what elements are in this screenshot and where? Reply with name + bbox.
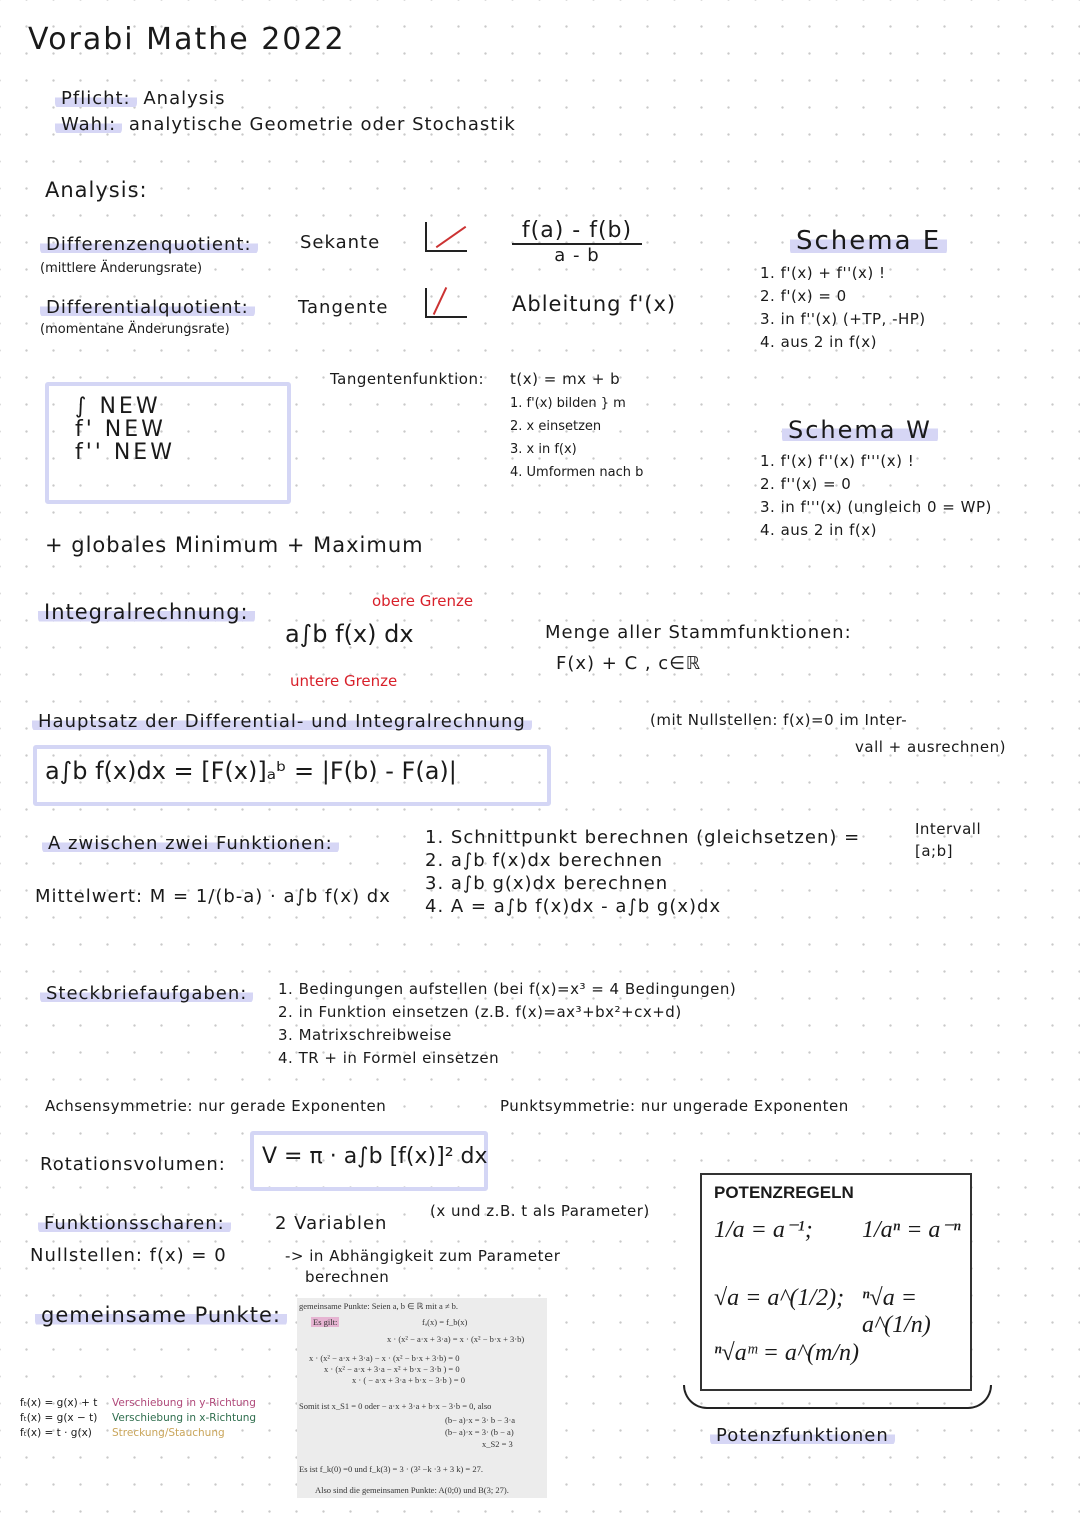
stammfunktion-formula: F(x) + C , c∈ℝ bbox=[556, 653, 702, 674]
list-item: 2. f'(x) = 0 bbox=[760, 287, 847, 305]
line: Es ist f_k(0) =0 und f_k(3) = 3 · (3² −k ·3 + 3 k) = 27. bbox=[299, 1464, 483, 1474]
tangentenfunktion-formula: t(x) = mx + b bbox=[510, 370, 621, 388]
funktionsscharen-note: (x und z.B. t als Parameter) bbox=[430, 1202, 650, 1220]
list-item: 1. f'(x) + f''(x) ! bbox=[760, 264, 886, 282]
differenzenquotient-sub: (mittlere Änderungsrate) bbox=[40, 261, 203, 276]
wahl-value: analytische Geometrie oder Stochastik bbox=[128, 114, 516, 135]
tangent-sketch-icon bbox=[425, 288, 467, 318]
shift-formula: fₜ(x) = g(x) + t bbox=[20, 1397, 98, 1409]
potenzfunktionen-label: Potenzfunktionen bbox=[710, 1425, 895, 1446]
hauptsatz-label: Hauptsatz der Differential- und Integralrechnung bbox=[32, 711, 532, 732]
integral-formula: a∫b f(x) dx bbox=[285, 620, 414, 648]
gemeinsame-punkte-label: gemeinsame Punkte: bbox=[35, 1303, 287, 1327]
differentialquotient-label: Differentialquotient: bbox=[40, 297, 255, 318]
rule: ⁿ√aᵐ = a^(m/n) bbox=[714, 1340, 860, 1366]
flaeche-zwischen-list bbox=[425, 826, 860, 918]
global-extrema-note: + globales Minimum + Maximum bbox=[45, 533, 424, 557]
upper-bound-label: obere Grenze bbox=[372, 592, 474, 610]
ableitung-formula: Ableitung f'(x) bbox=[512, 292, 677, 316]
list-item: 4. A = a∫b f(x)dx - a∫b g(x)dx bbox=[425, 896, 722, 917]
hauptsatz-formula: a∫b f(x)dx = [F(x)]ₐᵇ = |F(b) - F(a)| bbox=[45, 757, 457, 785]
lower-bound-label: untere Grenze bbox=[290, 672, 398, 690]
line: x · ( − a·x + 3·a + b·x − 3·b ) = 0 bbox=[352, 1375, 465, 1385]
schema-w-title: Schema W bbox=[782, 416, 938, 444]
funktionsscharen-label: Funktionsscharen: bbox=[38, 1213, 231, 1234]
schema-e-title: Schema E bbox=[790, 226, 947, 256]
line: x · (x² − a·x + 3·a) = x · (x² − b·x + 3·b) bbox=[387, 1334, 525, 1344]
shift-description: Verschiebung in y-Richtung bbox=[112, 1397, 256, 1409]
potenzregeln-title: POTENZREGELN bbox=[714, 1183, 854, 1202]
list-item: 4. TR + in Formel einsetzen bbox=[278, 1049, 500, 1067]
shift-description: Verschiebung in x-Richtung bbox=[112, 1412, 257, 1424]
rule: ⁿ√a = a^(1/n) bbox=[862, 1285, 931, 1338]
nullstellen-text: -> in Abhängigkeit zum Parameter bbox=[285, 1247, 561, 1265]
line: Somit ist x_S1 = 0 oder − a·x + 3·a + b·x − 3·b = 0, also bbox=[299, 1401, 492, 1411]
line: Also sind die gemeinsamen Punkte: A(0;0) und B(3; 27). bbox=[315, 1485, 509, 1495]
potenzregeln-box bbox=[700, 1173, 972, 1391]
list-item: 2. x einsetzen bbox=[510, 419, 602, 434]
line: (b− a)·x = 3· (b − a) bbox=[445, 1427, 514, 1437]
intervall-label: Intervall bbox=[915, 820, 982, 838]
list-item: f'' NEW bbox=[75, 440, 175, 465]
list-item: f' NEW bbox=[75, 417, 166, 442]
shift-description: Streckung/Stauchung bbox=[112, 1427, 225, 1439]
formula-numerator: f(a) - f(b) bbox=[512, 218, 642, 245]
differentialquotient-sub: (momentane Änderungsrate) bbox=[40, 322, 230, 337]
list-item: 1. f'(x) bilden } m bbox=[510, 396, 626, 411]
list-item: 3. in f''(x) (+TP, -HP) bbox=[760, 310, 926, 328]
page-title: Vorabi Mathe 2022 bbox=[28, 22, 346, 57]
line: x_S2 = 3 bbox=[482, 1439, 513, 1449]
list-item: 3. a∫b g(x)dx berechnen bbox=[425, 873, 669, 894]
hauptsatz-note: (mit Nullstellen: f(x)=0 im Inter- bbox=[650, 711, 908, 729]
list-item: 1. Schnittpunkt berechnen (gleichsetzen) = bbox=[425, 827, 861, 848]
list-item: 3. x in f(x) bbox=[510, 442, 577, 457]
analysis-heading: Analysis: bbox=[45, 178, 148, 202]
secant-sketch-icon bbox=[425, 222, 467, 252]
line: fₐ(x) = f_b(x) bbox=[422, 1317, 468, 1327]
wahl-label: Wahl: bbox=[55, 114, 122, 135]
rule: √a = a^(1/2); bbox=[714, 1285, 845, 1311]
list-item: 4. aus 2 in f(x) bbox=[760, 333, 877, 351]
parameter-shift-table bbox=[20, 1396, 256, 1441]
line: gemeinsame Punkte: Seien a, b ∈ ℝ mit a ≠ b. bbox=[299, 1301, 459, 1311]
rotationsvolumen-formula: V = π · a∫b [f(x)]² dx bbox=[262, 1144, 488, 1169]
rotationsvolumen-label: Rotationsvolumen: bbox=[40, 1154, 226, 1175]
line: x · (x² − a·x + 3·a) − x · (x² − b·x + 3·b) = 0 bbox=[309, 1353, 460, 1363]
integralrechnung-label: Integralrechnung: bbox=[38, 600, 255, 624]
line: Es gilt: bbox=[313, 1317, 338, 1327]
list-item: 2. a∫b f(x)dx berechnen bbox=[425, 850, 664, 871]
schema-e-list bbox=[760, 262, 926, 354]
mittelwert-formula: Mittelwert: M = 1/(b-a) · a∫b f(x) dx bbox=[35, 886, 391, 907]
hauptsatz-note-2: vall + ausrechnen) bbox=[855, 738, 1006, 756]
new-box-content bbox=[75, 395, 175, 464]
line: x · (x² − a·x + 3·a − x² + b·x − 3·b ) = 0 bbox=[324, 1364, 460, 1374]
schema-w-list bbox=[760, 450, 992, 542]
shift-formula: fₜ(x) = t · g(x) bbox=[20, 1427, 92, 1439]
punktsymmetrie-note: Punktsymmetrie: nur ungerade Exponenten bbox=[500, 1097, 849, 1115]
list-item: 1. Bedingungen aufstellen (bei f(x)=x³ = 4 Bedingungen) bbox=[278, 980, 737, 998]
rule: 1/a = a⁻¹; bbox=[714, 1217, 813, 1243]
brace-icon bbox=[683, 1385, 992, 1409]
list-item: 1. f'(x) f''(x) f'''(x) ! bbox=[760, 452, 915, 470]
tangentenfunktion-list bbox=[510, 392, 643, 484]
list-item: ∫ NEW bbox=[75, 394, 161, 419]
list-item: 3. Matrixschreibweise bbox=[278, 1026, 452, 1044]
flaeche-zwischen-label: A zwischen zwei Funktionen: bbox=[42, 833, 339, 854]
gemeinsame-punkte-screenshot bbox=[297, 1298, 547, 1498]
sekante-label: Sekante bbox=[300, 232, 381, 253]
stammfunktionen-label: Menge aller Stammfunktionen: bbox=[545, 622, 852, 643]
list-item: 2. in Funktion einsetzen (z.B. f(x)=ax³+bx²+cx+d) bbox=[278, 1003, 682, 1021]
steckbrief-list bbox=[278, 978, 736, 1070]
difference-quotient-formula bbox=[512, 218, 642, 266]
pflicht-label: Pflicht: bbox=[55, 88, 137, 109]
pflicht-value: Analysis bbox=[143, 88, 226, 109]
tangente-label: Tangente bbox=[298, 297, 389, 318]
tangentenfunktion-label: Tangentenfunktion: bbox=[330, 370, 485, 388]
nullstellen-label: Nullstellen: f(x) = 0 bbox=[30, 1245, 227, 1266]
line: (b− a)·x = 3· b − 3·a bbox=[445, 1415, 516, 1425]
formula-denominator: a - b bbox=[554, 245, 600, 266]
intervall-ab: [a;b] bbox=[915, 842, 953, 860]
nullstellen-text-2: berechnen bbox=[305, 1268, 390, 1286]
funktionsscharen-text: 2 Variablen bbox=[275, 1213, 388, 1234]
shift-formula: fₜ(x) = g(x − t) bbox=[20, 1412, 98, 1424]
rule: 1/aⁿ = a⁻ⁿ bbox=[862, 1217, 961, 1243]
list-item: 4. Umformen nach b bbox=[510, 465, 644, 480]
list-item: 4. aus 2 in f(x) bbox=[760, 521, 877, 539]
list-item: 3. in f'''(x) (ungleich 0 = WP) bbox=[760, 498, 992, 516]
list-item: 2. f''(x) = 0 bbox=[760, 475, 852, 493]
steckbrief-label: Steckbriefaufgaben: bbox=[40, 983, 253, 1004]
differenzenquotient-label: Differenzenquotient: bbox=[40, 234, 258, 255]
achsensymmetrie-note: Achsensymmetrie: nur gerade Exponenten bbox=[45, 1097, 387, 1115]
